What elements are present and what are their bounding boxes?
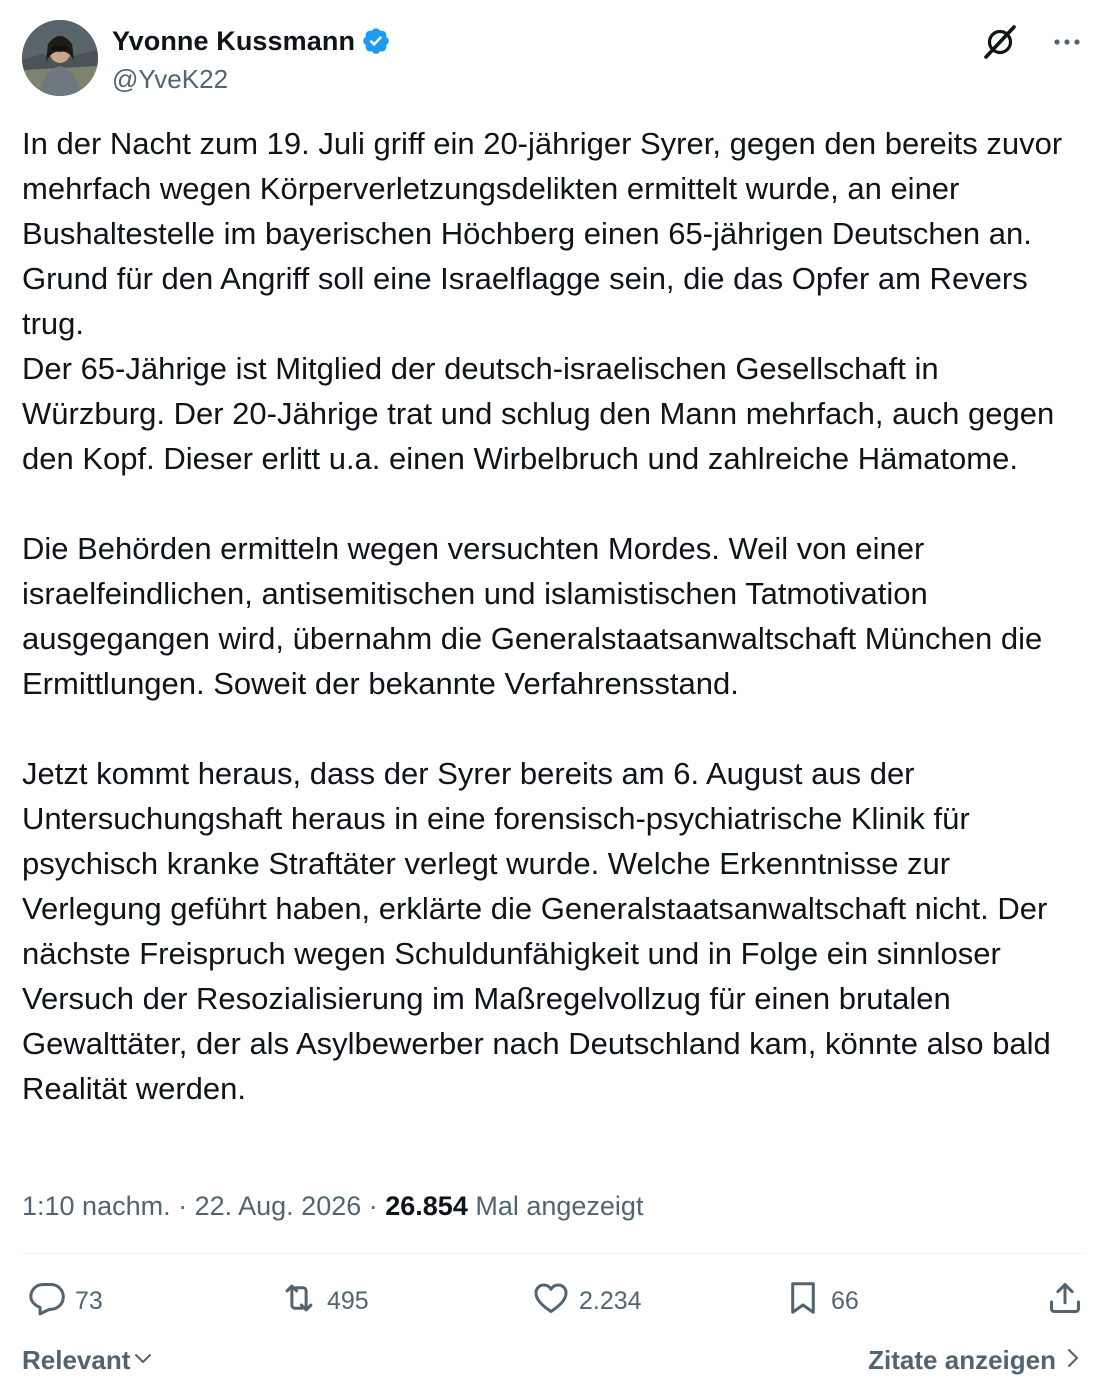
views-count[interactable]: 26.854 — [385, 1191, 468, 1221]
replies-footer — [22, 1340, 1084, 1380]
reply-icon — [28, 1279, 66, 1324]
more-icon[interactable] — [1050, 28, 1084, 56]
reply-button[interactable] — [28, 1278, 103, 1324]
tweet-text — [22, 121, 1082, 1111]
like-count: 2.234 — [579, 1286, 642, 1315]
repost-button[interactable] — [280, 1278, 369, 1324]
sort-label: Relevant — [22, 1344, 131, 1375]
display-name[interactable]: Yvonne Kussmann — [112, 25, 356, 56]
bookmark-button[interactable] — [784, 1278, 859, 1324]
display-name-row — [112, 24, 391, 58]
action-bar — [22, 1278, 1084, 1324]
tweet-paragraph: Jetzt kommt heraus, dass der Syrer bereits am 6. August aus der Untersuchungshaft heraus in eine forensisch-psychiatrische Klinik für psychisch kranke Straftäter verlegt wurde. Welche Erkenntnisse zur Verlegung geführt haben, erklärte die Generalstaatsanwaltschaft nicht. Der nächste Freispruch wegen Schuldunfähigkeit und in Folge ein sinnloser Versuch der Resozialisierung im Maßregelvollzug für einen brutalen Gewalttäter, der als Asylbewerber nach Deutschland kam, könnte also bald Realität werden. — [22, 756, 1060, 1106]
repost-icon — [280, 1279, 318, 1324]
tweet-paragraph-spacer — [22, 706, 1082, 751]
chevron-down-icon — [130, 1344, 154, 1377]
tweet-paragraph: In der Nacht zum 19. Juli griff ein 20-jähriger Syrer, gegen den bereits zuvor mehrfach wegen Körperverletzungsdelikten ermittelt wurde, an einer Bushaltestelle im bayerischen Höchberg einen 65-jährigen Deutschen an. Grund für den Angriff soll eine Israelflagge sein, die das Opfer am Revers trug. Der 65-Jährige ist Mitglied der deutsch-israelischen Gesellschaft in Würzburg. Der 20-Jährige trat und schlug den Mann mehrfach, auch gegen den Kopf. Dieser erlitt u.a. einen Wirbelbruch und zahlreiche Hämatome. — [22, 126, 1063, 476]
handle[interactable]: @YveK22 — [112, 64, 229, 94]
chevron-right-icon — [1056, 1345, 1084, 1376]
quotes-label: Zitate anzeigen — [868, 1344, 1056, 1375]
view-quotes-link[interactable] — [868, 1340, 1084, 1380]
reply-count: 73 — [75, 1286, 103, 1315]
bookmark-icon — [784, 1279, 822, 1324]
bookmark-count: 66 — [831, 1286, 859, 1315]
tweet-header — [22, 20, 1084, 98]
tweet-paragraph: Die Behörden ermitteln wegen versuchten Mordes. Weil von einer israelfeindlichen, antisemitischen und islamistischen Tatmotivation ausgegangen wird, übernahm die Generalstaatsanwaltschaft München die Ermittlungen. Soweit der bekannte Verfahrensstand. — [22, 531, 1051, 701]
meta-separator: · — [170, 1191, 195, 1221]
grok-icon[interactable] — [982, 24, 1018, 60]
verified-badge-icon[interactable] — [361, 26, 391, 56]
tweet-time[interactable]: 1:10 nachm. — [22, 1191, 171, 1221]
tweet-meta — [22, 1186, 643, 1226]
tweet-paragraph-spacer — [22, 481, 1082, 526]
like-button[interactable] — [532, 1278, 642, 1324]
divider — [22, 1253, 1084, 1254]
repost-count: 495 — [327, 1286, 369, 1315]
meta-separator: · — [361, 1191, 386, 1221]
share-button[interactable] — [1046, 1278, 1084, 1324]
author-names — [112, 24, 391, 95]
sort-dropdown[interactable] — [22, 1340, 154, 1380]
heart-icon — [532, 1279, 570, 1324]
avatar[interactable] — [22, 20, 98, 96]
tweet-date[interactable]: 22. Aug. 2026 — [194, 1191, 362, 1221]
views-label: Mal angezeigt — [467, 1191, 644, 1221]
share-icon — [1046, 1279, 1084, 1324]
avatar-image — [22, 20, 98, 96]
